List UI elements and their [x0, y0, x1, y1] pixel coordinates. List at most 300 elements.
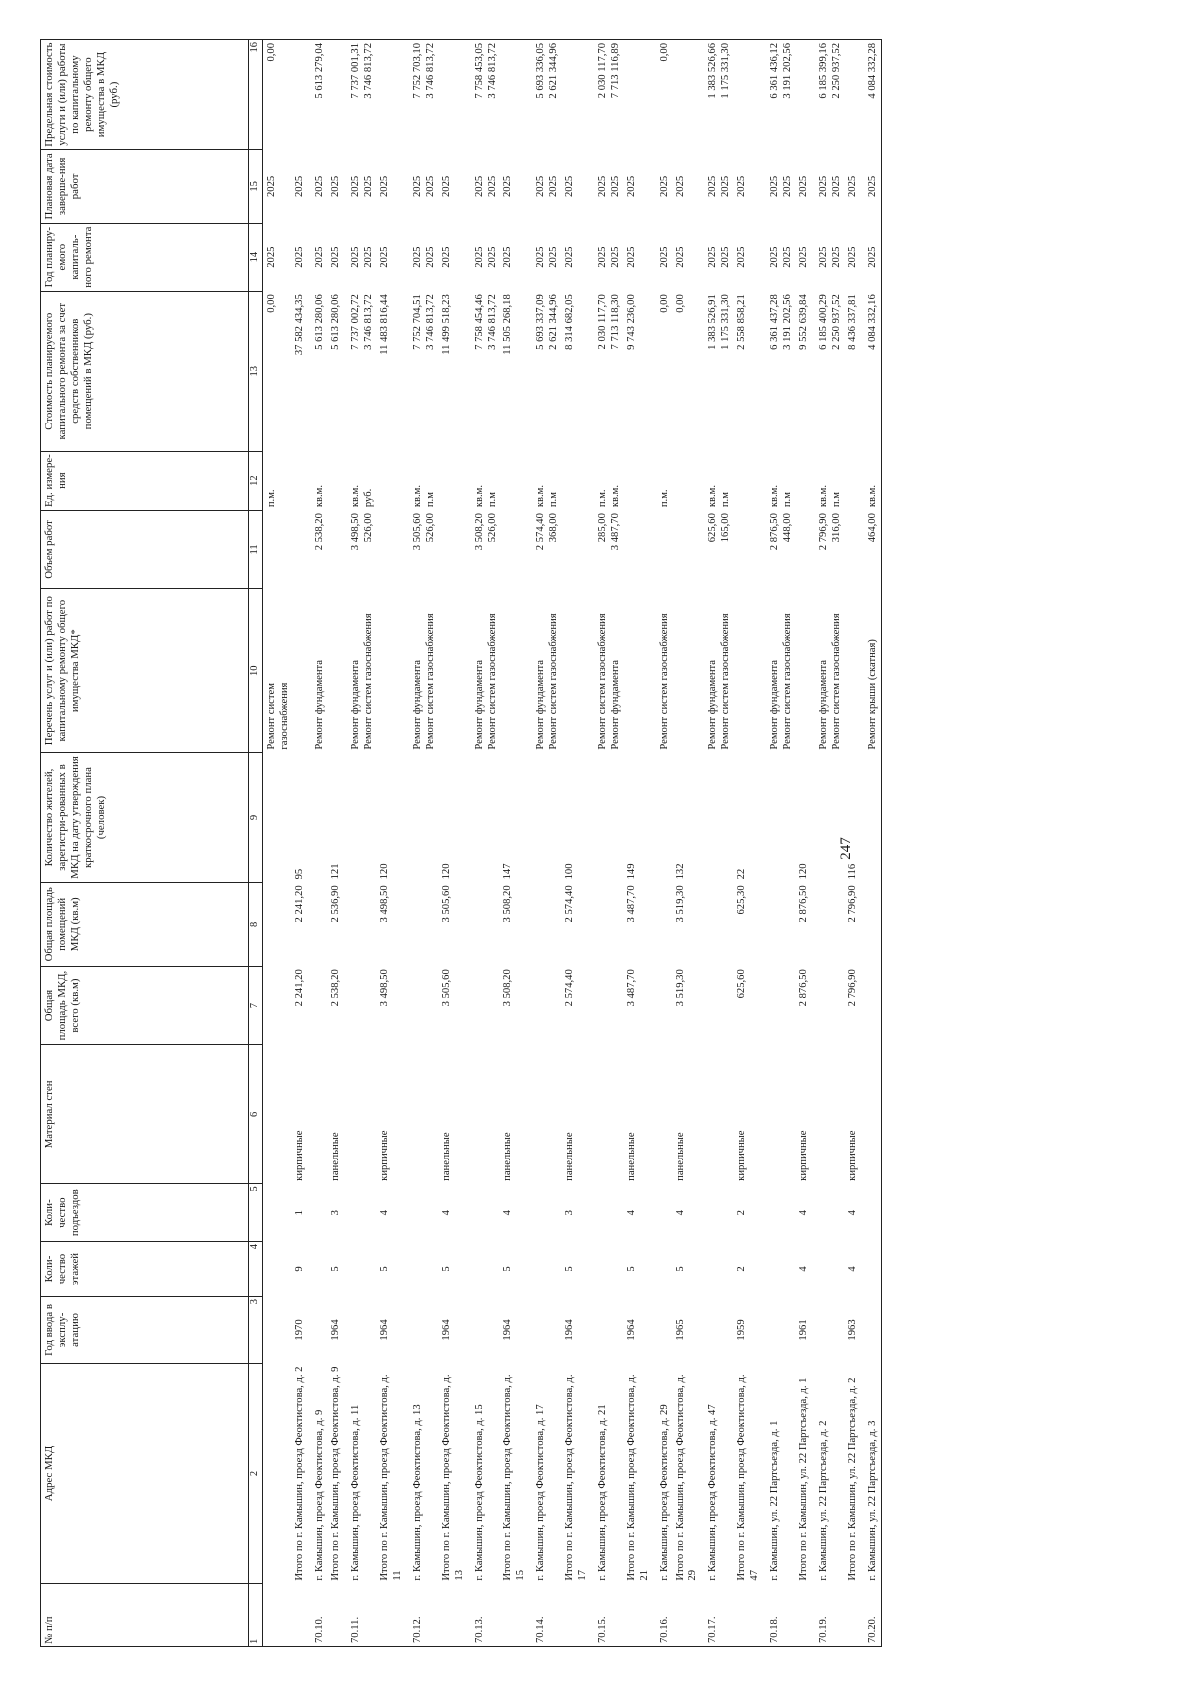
cell-premises-area: [471, 882, 501, 966]
cell-floors: [471, 1242, 501, 1297]
table-row: [262, 40, 292, 1647]
cell-total-area: 625,60: [736, 969, 748, 999]
unit-line: кв.м.: [817, 484, 829, 508]
cell-unit: [328, 451, 347, 510]
cell-row-number: [377, 1584, 409, 1647]
header-wall-material: Материал стен: [41, 1045, 249, 1184]
cell-end-date: 2025: [440, 175, 452, 197]
cell-premises-area: [815, 882, 845, 966]
cell-work-volume: [815, 510, 845, 589]
cell-max-cost: [656, 40, 673, 150]
cell-repair-year: [532, 223, 562, 291]
cell-address: г. Камышин, проезд Феоктистова, д. 17: [535, 1404, 547, 1581]
work-type-line: Ремонт систем газоснабжения: [658, 613, 670, 750]
column-numbers-row: [249, 40, 263, 1647]
cell-residents: 116: [846, 863, 858, 880]
cell-max-cost: [673, 40, 705, 150]
cell-floors: 5: [379, 1266, 391, 1272]
cell-wall-material: [347, 1045, 377, 1184]
cell-entrances: 3: [330, 1210, 342, 1216]
cell-work-type: [864, 589, 881, 753]
cell-premises-area: [532, 882, 562, 966]
cell-max-cost: [562, 40, 594, 150]
cost-line: 3 746 813,72: [486, 294, 498, 350]
cell-premises-area: [766, 882, 796, 966]
cell-address: г. Камышин, проезд Феоктистова, д. 47: [707, 1404, 719, 1581]
cell-work-volume: [766, 510, 796, 589]
cell-row-number: [734, 1584, 766, 1647]
cost-line: 2 030 117,70: [596, 294, 608, 350]
cell-cost: 9 743 236,00: [625, 294, 637, 350]
cell-max-cost: [845, 40, 864, 150]
cell-residents: [704, 753, 734, 883]
cell-max-cost: [311, 40, 328, 150]
cell-work-type: [532, 589, 562, 753]
max-cost-line: 2 621 344,96: [548, 43, 560, 99]
cell-residents: 22: [736, 868, 748, 880]
cell-wall-material: [656, 1045, 673, 1184]
cell-end-date: [594, 150, 624, 223]
end-date-line: 2025: [424, 175, 436, 197]
cell-work-type: [796, 589, 815, 753]
cell-residents: 100: [564, 863, 576, 880]
cell-unit: [262, 451, 292, 510]
cell-repair-year: [471, 223, 501, 291]
repair-year-line: 2025: [535, 246, 547, 268]
cell-address: г. Камышин, проезд Феоктистова, д. 9: [314, 1409, 326, 1581]
cell-work-type: [673, 589, 705, 753]
max-cost-line: 0,00: [265, 43, 277, 62]
repair-year-line: 2025: [707, 246, 719, 268]
cell-wall-material: [311, 1045, 328, 1184]
cell-max-cost: [439, 40, 471, 150]
column-number: 5: [249, 1184, 263, 1242]
work-type-line: Ремонт фундамента: [769, 660, 781, 750]
cell-premises-area: [656, 882, 673, 966]
cell-work-volume: [347, 510, 377, 589]
cell-max-cost: [815, 40, 845, 150]
cost-line: 1 383 526,91: [707, 294, 719, 350]
cell-floors: 2: [736, 1266, 748, 1272]
cell-work-volume: [562, 510, 594, 589]
max-cost-line: 3 746 813,72: [486, 43, 498, 99]
cell-residents: [262, 753, 292, 883]
cell-premises-area: 3 487,70: [625, 885, 637, 923]
repair-year-line: 2025: [609, 246, 621, 268]
cell-row-number: 70.12.: [409, 1584, 439, 1647]
unit-line: п.м: [548, 492, 560, 508]
repair-year-line: 2025: [411, 246, 423, 268]
repair-year-line: 2025: [265, 246, 277, 268]
cell-residents: [656, 753, 673, 883]
cell-work-type: [409, 589, 439, 753]
cell-residents: 120: [379, 863, 391, 880]
cell-end-date: [656, 150, 673, 223]
cell-cost: [815, 291, 845, 451]
cell-repair-year: 2025: [736, 246, 748, 268]
cell-address: г. Камышин, ул. 22 Партсъезда, д. 1: [769, 1420, 781, 1581]
cell-total-area: [704, 966, 734, 1045]
repair-year-line: 2025: [424, 246, 436, 268]
cell-end-date: 2025: [625, 175, 637, 197]
cell-residents: 147: [502, 863, 514, 880]
cell-cost: [656, 291, 673, 451]
cell-entrances: 3: [564, 1210, 576, 1216]
cell-residents: [532, 753, 562, 883]
cell-residents: [766, 753, 796, 883]
max-cost-line: 7 737 001,31: [350, 43, 362, 99]
end-date-line: 2025: [486, 175, 498, 197]
cell-floors: [347, 1242, 377, 1297]
table-row: [594, 40, 624, 1647]
total-row: [292, 40, 311, 1647]
cell-residents: 121: [330, 863, 342, 880]
cost-line: 5 613 280,06: [314, 294, 326, 350]
cell-end-date: 2025: [294, 175, 306, 197]
cell-work-volume: [377, 510, 409, 589]
cell-total-area: [594, 966, 624, 1045]
cell-end-date: [347, 150, 377, 223]
cost-line: 3 746 813,72: [363, 294, 375, 350]
end-date-line: 2025: [411, 175, 423, 197]
repair-year-line: 2025: [350, 246, 362, 268]
unit-line: п.м: [830, 492, 842, 508]
unit-line: кв.м.: [411, 484, 423, 508]
cell-end-date: [311, 150, 328, 223]
cell-work-type: [656, 589, 673, 753]
cell-entrances: 4: [379, 1210, 391, 1216]
cell-end-date: [262, 150, 292, 223]
unit-line: кв.м.: [609, 484, 621, 508]
cell-total-area: [471, 966, 501, 1045]
cell-premises-area: 625,30: [736, 885, 748, 915]
work-type-line: Ремонт фундамента: [535, 660, 547, 750]
cell-max-cost: [292, 40, 311, 150]
cell-repair-year: [704, 223, 734, 291]
cell-end-date: 2025: [379, 175, 391, 197]
cell-address: [262, 1363, 292, 1583]
header-residents: Количество жителей, зарегистри-рованных в МКД на дату утверждения краткосрочного плана (человек): [41, 753, 249, 883]
cell-year-built: 1963: [846, 1319, 858, 1341]
cell-work-volume: [864, 510, 881, 589]
work-type-line: Ремонт систем газоснабжения: [363, 613, 375, 750]
cell-entrances: 4: [674, 1210, 686, 1216]
cell-residents: [864, 753, 881, 883]
cell-row-number: 70.11.: [347, 1584, 377, 1647]
cell-work-type: [292, 589, 311, 753]
cell-cost: 5 613 280,06: [330, 294, 342, 350]
cell-cost: 2 558 858,21: [736, 294, 748, 350]
cell-premises-area: [311, 882, 328, 966]
header-floors: Коли-чество этажей: [41, 1242, 249, 1297]
cell-address: Итого по г. Камышин, проезд Феоктистова, д. 13: [440, 1374, 465, 1581]
cell-repair-year: [766, 223, 796, 291]
cell-floors: 5: [564, 1266, 576, 1272]
cell-premises-area: 2 536,90: [330, 885, 342, 923]
cell-unit: [439, 451, 471, 510]
cell-address: Итого по г. Камышин, ул. 22 Партсъезда, д. 2: [846, 1377, 858, 1581]
cell-wall-material: [262, 1045, 292, 1184]
work-volume-line: 3 498,50: [350, 513, 362, 551]
cell-residents: [311, 753, 328, 883]
end-date-line: 2025: [265, 175, 277, 197]
cost-line: 4 084 332,16: [866, 294, 878, 350]
work-volume-line: 526,00: [486, 513, 498, 543]
cell-residents: 95: [294, 868, 306, 880]
cell-repair-year: 2025: [379, 246, 391, 268]
cell-unit: [500, 451, 532, 510]
cell-work-volume: [845, 510, 864, 589]
cell-row-number: [562, 1584, 594, 1647]
cell-year-built: [656, 1297, 673, 1364]
cell-row-number: [624, 1584, 656, 1647]
cell-floors: 9: [294, 1266, 306, 1272]
header-entrances: Коли-чество подъездов: [41, 1184, 249, 1242]
cell-cost: 37 582 434,35: [294, 294, 306, 356]
cell-end-date: 2025: [846, 175, 858, 197]
work-volume-line: 464,00: [866, 513, 878, 543]
cell-unit: [796, 451, 815, 510]
cell-row-number: 70.13.: [471, 1584, 501, 1647]
cell-work-type: [500, 589, 532, 753]
table-body: [262, 40, 881, 1647]
cell-total-area: 2 796,90: [846, 969, 858, 1007]
work-type-line: Ремонт фундамента: [350, 660, 362, 750]
cell-row-number: [673, 1584, 705, 1647]
cell-wall-material: панельные: [330, 1132, 342, 1181]
cell-premises-area: [262, 882, 292, 966]
cell-address: г. Камышин, проезд Феоктистова, д. 29: [658, 1404, 670, 1581]
cell-repair-year: 2025: [564, 246, 576, 268]
cell-premises-area: 3 498,50: [379, 885, 391, 923]
work-type-line: Ремонт фундамента: [314, 660, 326, 750]
repair-year-line: 2025: [486, 246, 498, 268]
cell-total-area: [766, 966, 796, 1045]
work-volume-line: 2 796,90: [817, 513, 829, 551]
cell-unit: [704, 451, 734, 510]
column-number: 6: [249, 1045, 263, 1184]
cell-floors: [656, 1242, 673, 1297]
cell-wall-material: кирпичные: [846, 1130, 858, 1181]
cell-premises-area: 2 876,50: [797, 885, 809, 923]
cell-work-volume: [656, 510, 673, 589]
repair-year-line: 2025: [830, 246, 842, 268]
end-date-line: 2025: [363, 175, 375, 197]
column-number: 7: [249, 966, 263, 1045]
repair-year-line: 2025: [596, 246, 608, 268]
cell-unit: [656, 451, 673, 510]
cell-row-number: 70.16.: [656, 1584, 673, 1647]
cell-unit: [845, 451, 864, 510]
cell-year-built: 1964: [625, 1319, 637, 1341]
cell-address: г. Камышин, ул. 22 Партсъезда, д. 2: [817, 1420, 829, 1581]
cell-residents: [347, 753, 377, 883]
cell-total-area: 3 508,20: [502, 969, 514, 1007]
cost-line: 5 693 337,09: [535, 294, 547, 350]
header-volume: Объем работ: [41, 510, 249, 589]
total-row: [673, 40, 705, 1647]
max-cost-line: 0,00: [658, 43, 670, 62]
end-date-line: 2025: [720, 175, 732, 197]
cell-repair-year: [262, 223, 292, 291]
end-date-line: 2025: [609, 175, 621, 197]
end-date-line: 2025: [658, 175, 670, 197]
cell-entrances: [594, 1184, 624, 1242]
cell-year-built: [262, 1297, 292, 1364]
cell-year-built: 1959: [736, 1319, 748, 1341]
cell-premises-area: [347, 882, 377, 966]
unit-line: п.м: [782, 492, 794, 508]
cell-row-number: 70.18.: [766, 1584, 796, 1647]
cell-row-number: 70.20.: [864, 1584, 881, 1647]
cell-year-built: [311, 1297, 328, 1364]
cell-max-cost: [532, 40, 562, 150]
cell-wall-material: кирпичные: [736, 1130, 748, 1181]
cell-floors: [594, 1242, 624, 1297]
cell-end-date: [471, 150, 501, 223]
cell-cost: [864, 291, 881, 451]
cell-unit: [532, 451, 562, 510]
total-row: [328, 40, 347, 1647]
unit-line: п.м.: [596, 489, 608, 508]
cell-residents: 120: [797, 863, 809, 880]
cell-row-number: [262, 1584, 292, 1647]
cell-work-volume: [311, 510, 328, 589]
table-row: [815, 40, 845, 1647]
table-row: [471, 40, 501, 1647]
cell-max-cost: [624, 40, 656, 150]
cell-work-type: [624, 589, 656, 753]
cell-year-built: 1970: [294, 1319, 306, 1341]
cell-floors: [704, 1242, 734, 1297]
cell-year-built: [594, 1297, 624, 1364]
cell-wall-material: [532, 1045, 562, 1184]
work-type-line: Ремонт систем газоснабжения: [548, 613, 560, 750]
cell-wall-material: кирпичные: [294, 1130, 306, 1181]
cell-cost: [262, 291, 292, 451]
end-date-line: 2025: [769, 175, 781, 197]
cell-wall-material: панельные: [440, 1132, 452, 1181]
column-number: 10: [249, 589, 263, 753]
cell-end-date: 2025: [797, 175, 809, 197]
cell-cost: [594, 291, 624, 451]
cell-work-volume: [262, 510, 292, 589]
cell-cost: [409, 291, 439, 451]
end-date-line: 2025: [830, 175, 842, 197]
cell-repair-year: [311, 223, 328, 291]
work-type-line: Ремонт фундамента: [411, 660, 423, 750]
cell-work-type: [562, 589, 594, 753]
cell-wall-material: панельные: [502, 1132, 514, 1181]
table-header-row: [41, 40, 249, 1647]
end-date-line: 2025: [473, 175, 485, 197]
cell-unit: [815, 451, 845, 510]
cell-year-built: [766, 1297, 796, 1364]
repair-year-line: 2025: [314, 246, 326, 268]
cell-entrances: [864, 1184, 881, 1242]
cost-line: 3 746 813,72: [424, 294, 436, 350]
unit-line: кв.м.: [350, 484, 362, 508]
cell-end-date: 2025: [502, 175, 514, 197]
work-type-line: Ремонт систем газоснабжения: [830, 613, 842, 750]
unit-line: кв.м.: [707, 484, 719, 508]
cell-premises-area: 2 241,20: [294, 885, 306, 923]
cell-total-area: [409, 966, 439, 1045]
cell-floors: 4: [846, 1266, 858, 1272]
total-row: [796, 40, 815, 1647]
repair-year-line: 2025: [548, 246, 560, 268]
cell-cost: [704, 291, 734, 451]
cell-floors: [815, 1242, 845, 1297]
cell-premises-area: 3 505,60: [440, 885, 452, 923]
cell-end-date: [704, 150, 734, 223]
cell-year-built: 1964: [330, 1319, 342, 1341]
cell-total-area: 3 505,60: [440, 969, 452, 1007]
unit-line: п.м.: [265, 489, 277, 508]
total-row: [845, 40, 864, 1647]
work-type-line: Ремонт систем: [265, 683, 277, 750]
work-type-line: Ремонт систем газоснабжения: [596, 613, 608, 750]
cell-unit: [624, 451, 656, 510]
cell-cost: 8 436 337,81: [846, 294, 858, 350]
cell-max-cost: [766, 40, 796, 150]
cell-work-type: [766, 589, 796, 753]
cell-repair-year: 2025: [440, 246, 452, 268]
cell-work-type: [347, 589, 377, 753]
cell-max-cost: [796, 40, 815, 150]
header-repair-year: Год планиру-емого капиталь-ного ремонта: [41, 223, 249, 291]
column-number: 12: [249, 451, 263, 510]
work-type-line: Ремонт систем газоснабжения: [720, 613, 732, 750]
cell-entrances: 4: [502, 1210, 514, 1216]
cell-entrances: [262, 1184, 292, 1242]
cell-entrances: [347, 1184, 377, 1242]
unit-line: кв.м.: [866, 484, 878, 508]
max-cost-line: 2 250 937,52: [830, 43, 842, 99]
cell-entrances: [311, 1184, 328, 1242]
cell-row-number: [845, 1584, 864, 1647]
cell-year-built: 1964: [502, 1319, 514, 1341]
cell-work-volume: [624, 510, 656, 589]
cell-work-volume: [532, 510, 562, 589]
end-date-line: 2025: [350, 175, 362, 197]
max-cost-line: 1 175 331,30: [720, 43, 732, 99]
cell-end-date: [766, 150, 796, 223]
cell-floors: 5: [440, 1266, 452, 1272]
cell-total-area: [262, 966, 292, 1045]
end-date-line: 2025: [596, 175, 608, 197]
cell-wall-material: кирпичные: [379, 1130, 391, 1181]
cell-max-cost: [864, 40, 881, 150]
cell-entrances: [409, 1184, 439, 1242]
cell-work-type: [262, 589, 292, 753]
cell-address: Итого по г. Камышин, проезд Феоктистова, д. 17: [564, 1374, 589, 1581]
cell-end-date: [532, 150, 562, 223]
cell-floors: [262, 1242, 292, 1297]
cell-row-number: [292, 1584, 311, 1647]
column-number: 16: [249, 40, 263, 150]
unit-line: кв.м.: [314, 484, 326, 508]
cell-floors: 5: [625, 1266, 637, 1272]
repair-year-line: 2025: [817, 246, 829, 268]
cell-row-number: 70.10.: [311, 1584, 328, 1647]
max-cost-line: 6 185 399,16: [817, 43, 829, 99]
cell-work-type: [311, 589, 328, 753]
unit-line: п.м: [486, 492, 498, 508]
cell-work-volume: [471, 510, 501, 589]
cell-year-built: 1961: [797, 1319, 809, 1341]
cell-address: г. Камышин, проезд Феоктистова, д. 21: [596, 1404, 608, 1581]
